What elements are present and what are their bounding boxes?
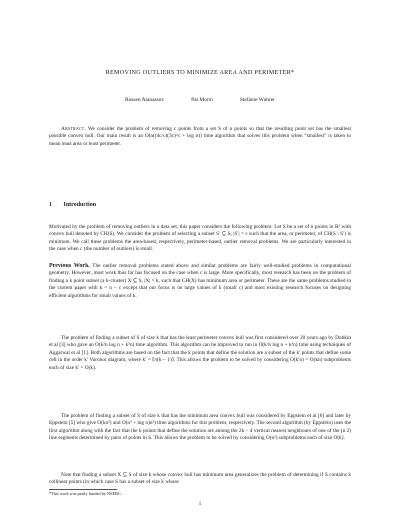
section-number: 1 xyxy=(49,202,52,208)
paper-title: REMOVING OUTLIERS TO MINIMIZE AREA AND PERIMETER* xyxy=(105,69,295,76)
page-number: 1 xyxy=(198,501,202,507)
author-list xyxy=(0,97,400,103)
abstract-text: We consider the problem of removing c points from a set S of n points so that the resulting point set has the smallest possible convex hull. Our main result is an O(n((4c/c)(3c)^c + log n)) time algorithm that solves this problem when “smallest” is taken to mean least area or least perimeter. xyxy=(49,126,351,147)
body-paragraph: The problem of finding a subset of S of size k that has the minimum area convex hull was considered by Eppstein et al [6] and later by Eppstein [5] who give O(kn³) and O(n³ + log n)n²) time algorithms for this problem, respectively. The second algorithm (by Eppstein) uses the first algorithm along with the fact that the k points that define the solution are among the 2k − 4 vertical nearest neighbours of one of the (n 2) line segments determined by pairs of points in S. This allows the problem to be solved by considering O(n²) subproblems each of size O(k). xyxy=(49,413,351,442)
author-name: Pat Morin xyxy=(191,97,213,103)
abstract xyxy=(49,126,351,148)
paragraph-heading: Previous Work. xyxy=(49,263,90,269)
author-name: Rossen Atanassov xyxy=(125,97,165,103)
footnote-rule xyxy=(49,489,117,490)
footnote: *This work was partly funded by NSERC. xyxy=(49,491,122,496)
section-heading xyxy=(49,202,96,208)
paragraph-text: The outlier removal problems stated above and similar problems are fairly well-studied problems in computational geometry. However, most work thus far has focused on the case when c is large. More specifically, most research has been on the problem of finding a k point subset (a k-cluster) X ⊆ S, |X| = k, such that CH(X) has minimum area or perimeter. These are the same problems studied in the current paper with k = n − c except that our focus is on large values of k (small c) and most existing research focuses on designing efficient algorithms for small values of k. xyxy=(49,263,351,299)
body-paragraph: The problem of finding a subset of S of size k that has the least perimeter convex hull was first considered over 20 years ago by Dobkin et al [3] who gave an O(k²n log n + k⁵n) time algorithm. This algorithm can be improved to run in O(k²n log n + k³n) time using techniques of Aggarwal et al [1]. Both algorithms are based on the fact that the k points that define the solution are a subset of the k′ points that define some cell in the order k′ Voronoi diagram, where k′ = ⌈π(k − 1)⌉. This allows the problem to be solved by considering O(k′n) = O(kn) subproblems each of size k′ = O(k). xyxy=(49,335,351,371)
author-name: Stefanie Wuhrer xyxy=(239,97,275,103)
intro-paragraph: Motivated by the problem of removing outliers in a data set, this paper considers the following problem: Let S be a set of n points in R² with convex hull denoted by CH(S). We consider the problem of selecting a subset S′ ⊆ S, |S′| = c such that the area, or perimeter, of CH(S \ S′) is minimum. We call these problems the area-based, respectively, perimeter-based, outlier removal problems. We are particularly interested in the case when c (the number of outliers) is small. xyxy=(49,224,351,253)
abstract-label: Abstract. xyxy=(61,126,86,132)
body-paragraph: Note that finding a subset X ⊆ S of size k whose convex hull has minimum area generalizes the problem of determining if S contains k collinear points (in which case S has a subset of size k whose xyxy=(49,472,351,486)
section-title: Introduction xyxy=(63,202,97,208)
previous-work-paragraph xyxy=(49,263,351,300)
